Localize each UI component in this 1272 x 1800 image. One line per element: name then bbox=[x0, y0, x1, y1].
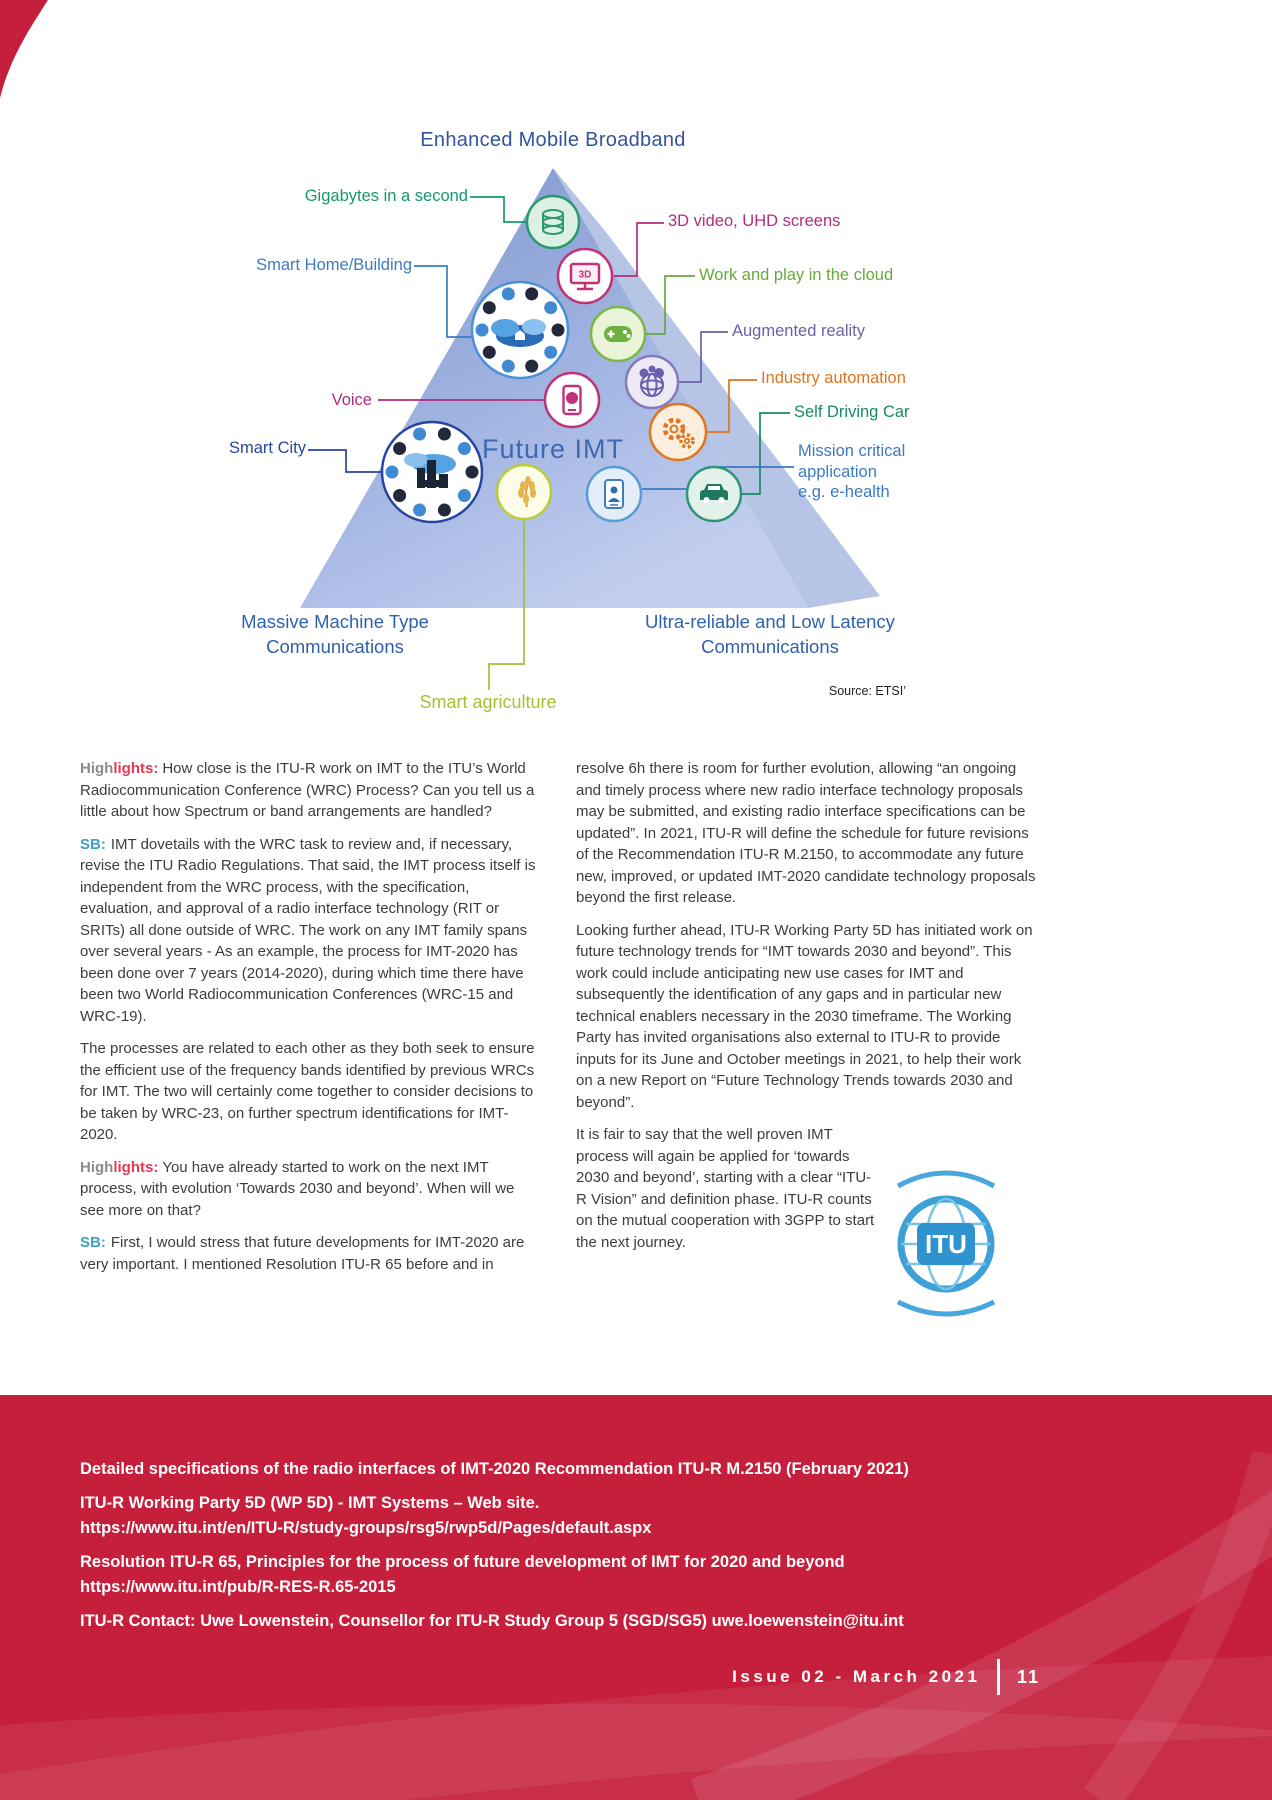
question-text: You have already started to work on the next IMT process, with evolution ‘Towards 2030 and beyond’. When will we see more on that? bbox=[80, 1158, 515, 1219]
highlights-label-gray: High bbox=[80, 760, 114, 777]
label-work-play-cloud: Work and play in the cloud bbox=[699, 266, 894, 284]
label-massive-mtc: Massive Machine Type Communications bbox=[241, 611, 429, 657]
label-self-driving-car: Self Driving Car bbox=[794, 403, 910, 421]
diagram-title: Enhanced Mobile Broadband bbox=[420, 129, 686, 151]
body-text: The processes are related to each other as they both seek to ensure the efficient use of the frequency bands identified by previous WRCs for IMT. The two will certainly come together to consider decisions to be taken by WRC-23, on further spectrum identifications for IMT-2020. bbox=[80, 1040, 535, 1143]
label-urllc: Ultra-reliable and Low Latency Communications bbox=[645, 611, 895, 657]
gears-icon bbox=[650, 404, 706, 460]
issue-label: Issue 02 - March 2021 bbox=[732, 1667, 981, 1686]
footer-ref-resolution-url[interactable]: https://www.itu.int/pub/R-RES-R.65-2015 bbox=[80, 1578, 396, 1596]
smart-home-cluster-icon bbox=[472, 282, 568, 378]
body-paragraph bbox=[80, 1038, 540, 1146]
3d-screen-icon bbox=[558, 249, 612, 303]
footer-contact bbox=[80, 1609, 909, 1634]
label-smart-city: Smart City bbox=[228, 439, 306, 457]
car-icon bbox=[687, 467, 741, 521]
footer-ref-wp5d-title: ITU-R Working Party 5D (WP 5D) - IMT Systems – Web site. bbox=[80, 1494, 540, 1512]
label-mission-line2: application bbox=[798, 462, 877, 481]
label-augmented-reality: Augmented reality bbox=[732, 322, 865, 340]
answer-paragraph bbox=[80, 834, 540, 1028]
label-smart-agriculture: Smart agriculture bbox=[419, 692, 557, 712]
body-paragraph bbox=[576, 758, 1040, 909]
label-future-imt: Future IMT bbox=[481, 434, 625, 464]
ar-globe-icon bbox=[626, 356, 678, 408]
body-text: It is fair to say that the well proven IMT process will again be applied for ‘towards 2030 and beyond’, starting with a clear “ITU-R Vision” and definition phase. ITU-R counts on the mutual cooperation with 3GPP to start the next journey. bbox=[576, 1126, 875, 1251]
wheat-icon bbox=[497, 465, 551, 519]
imt-use-case-diagram bbox=[0, 0, 1272, 750]
page-footer-issue bbox=[732, 1657, 1040, 1697]
game-controller-icon bbox=[591, 307, 645, 361]
footer-references bbox=[80, 1457, 909, 1634]
itu-logo-text: ITU bbox=[925, 1229, 967, 1259]
label-gigabytes: Gigabytes in a second bbox=[304, 187, 468, 205]
itu-logo-graphic bbox=[876, 1166, 1016, 1322]
page-number: 11 bbox=[1016, 1666, 1040, 1687]
highlights-label-gray: High bbox=[80, 1158, 114, 1176]
diagram-source-credit: Source: ETSI’ bbox=[828, 684, 906, 698]
label-mission-line1: Mission critical bbox=[798, 442, 906, 460]
body-text: resolve 6h there is room for further evolution, allowing “an ongoing and timely process where new radio interface technology proposals may be submitted, and existing radio interface specifications can be updated”. In 2021, ITU-R will define the schedule for future revisions of the Recommendation ITU-R M.2150, to accommodate any future new, improved, or updated IMT-2020 candidate technology proposals beyond the first release. bbox=[576, 760, 1036, 906]
footer-band bbox=[0, 1395, 1272, 1800]
body-text: Looking further ahead, ITU-R Working Party 5D has initiated work on future technology trends for “IMT towards 2030 and beyond”. This work could include anticipating new use cases for IMT and subsequently the identification of any gaps and in particular new technical enablers necessary in the 2030 timeframe. The Working Party has invited organisations also external to ITU-R to provide inputs for its June and October meetings in 2021, to help their work on a new Report on “Future Technology Trends towards 2030 and beyond”. bbox=[576, 921, 1033, 1111]
label-industry-automation: Industry automation bbox=[761, 369, 906, 387]
footer-ref-resolution-title: Resolution ITU-R 65, Principles for the process of future development of IMT for 2020 and beyond bbox=[80, 1553, 845, 1571]
question-paragraph bbox=[80, 1157, 540, 1222]
question-paragraph bbox=[80, 758, 540, 823]
label-voice: Voice bbox=[331, 391, 372, 409]
svg-text:3D: 3D bbox=[578, 269, 592, 281]
footer-contact-label: ITU-R Contact: Uwe Lowenstein, Counsellor for ITU-R Study Group 5 (SGD/SG5) bbox=[80, 1612, 712, 1630]
answer-paragraph bbox=[80, 1232, 540, 1275]
body-paragraph bbox=[576, 920, 1040, 1114]
highlights-label-red: lights: bbox=[113, 1158, 159, 1176]
itu-logo bbox=[876, 1166, 1016, 1322]
body-paragraph bbox=[576, 1124, 878, 1253]
label-3d-video: 3D video, UHD screens bbox=[668, 212, 841, 230]
article-left-column bbox=[80, 758, 540, 1286]
answer-text: First, I would stress that future developments for IMT-2020 are very important. I mentioned Resolution ITU-R 65 before and in bbox=[80, 1234, 525, 1273]
sb-label: SB: bbox=[80, 1234, 106, 1251]
footer-ref-wp5d bbox=[80, 1491, 909, 1541]
footer-contact-email[interactable]: uwe.loewenstein@itu.int bbox=[711, 1612, 904, 1630]
ehealth-phone-icon bbox=[587, 467, 641, 521]
answer-text: IMT dovetails with the WRC task to review and, if necessary, revise the ITU Radio Regulations. That said, the IMT process itself is independent from the WRC process, with the specification, evaluation, and approval of a radio interface technology (RIT or SRITs) all done outside of WRC. The work on any IMT family spans over several years - As an example, the process for IMT-2020 has been done over 7 years (2014-2020), during which time there have been two World Radiocommunication Conferences (WRC-15 and WRC-19). bbox=[80, 835, 536, 1025]
footer-ref-spec: Detailed specifications of the radio interfaces of IMT-2020 Recommendation ITU-R M.2150 (February 2021) bbox=[80, 1460, 909, 1478]
label-mission-critical bbox=[798, 441, 905, 503]
label-mission-line3: e.g. e-health bbox=[798, 483, 890, 502]
label-smart-home: Smart Home/Building bbox=[256, 256, 412, 274]
question-text: How close is the ITU-R work on IMT to the ITU’s World Radiocommunication Conference (WRC) Process? Can you tell us a little about how Spectrum or band arrangements are handled? bbox=[80, 760, 535, 820]
footer-ref-wp5d-url[interactable]: https://www.itu.int/en/ITU-R/study-groups/rsg5/rwp5d/Pages/default.aspx bbox=[80, 1519, 652, 1537]
issue-divider bbox=[997, 1659, 1000, 1695]
voice-phone-icon bbox=[545, 373, 599, 427]
database-icon bbox=[527, 196, 579, 248]
footer-ref-resolution bbox=[80, 1550, 909, 1600]
sb-label: SB: bbox=[80, 835, 106, 853]
highlights-label-red: lights: bbox=[113, 760, 159, 777]
